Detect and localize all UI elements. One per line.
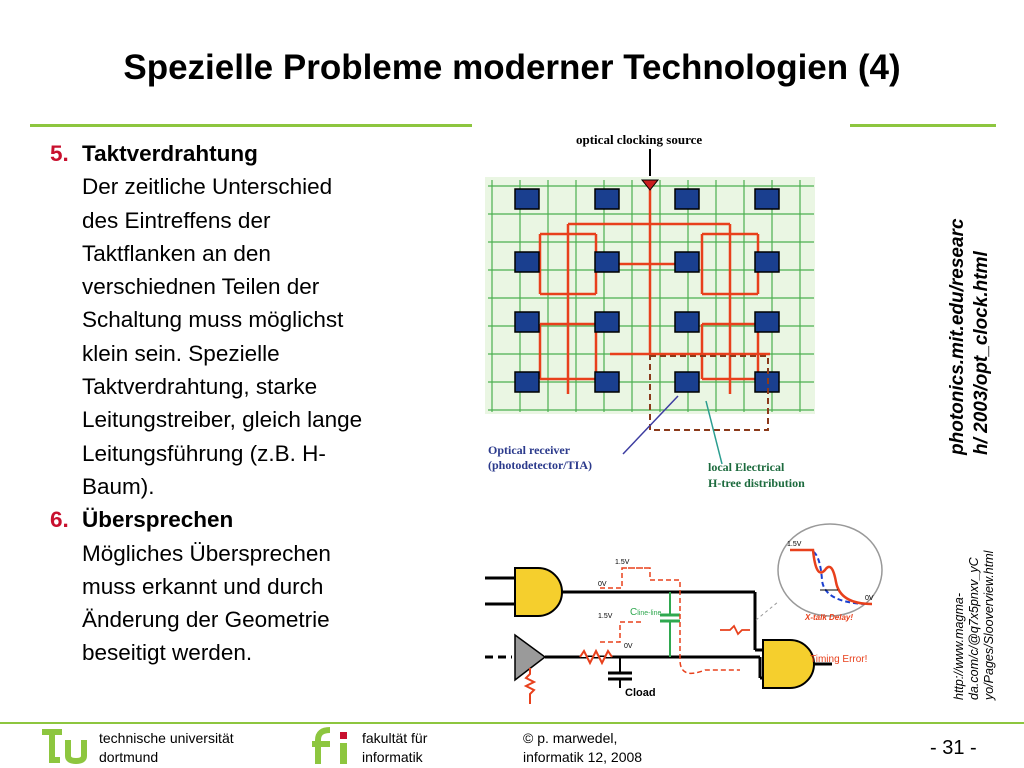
receiver-chip bbox=[755, 312, 779, 332]
receiver-chip bbox=[675, 189, 699, 209]
receiver-chip bbox=[675, 372, 699, 392]
nand-gate-top bbox=[515, 568, 562, 616]
nand-gate-bottom bbox=[763, 640, 814, 688]
footer-author: © p. marwedel, informatik 12, 2008 bbox=[523, 730, 643, 765]
reference-mit[interactable] bbox=[946, 218, 994, 455]
body-line: Schaltung muss möglichst bbox=[82, 307, 344, 333]
glitch-waveform bbox=[720, 626, 750, 634]
victim-waveform bbox=[600, 622, 642, 642]
label-receiver-2: (photodetector/TIA) bbox=[488, 458, 592, 472]
receiver-chip bbox=[595, 189, 619, 209]
list-item bbox=[50, 503, 450, 669]
optical-clock-figure bbox=[480, 124, 840, 500]
receiver-chip bbox=[755, 189, 779, 209]
label-clock-source: optical clocking source bbox=[576, 132, 703, 147]
body-line: Der zeitliche Unterschied bbox=[82, 174, 333, 200]
wire-resistor bbox=[580, 651, 612, 663]
label-timing-error: Timing Error! bbox=[810, 654, 868, 665]
crosstalk-figure bbox=[480, 520, 892, 710]
item-number: 5. bbox=[50, 141, 69, 166]
label-receiver-1: Optical receiver bbox=[488, 443, 571, 457]
receiver-chip bbox=[595, 252, 619, 272]
item-body bbox=[50, 537, 450, 670]
receiver-chip bbox=[515, 189, 539, 209]
topic-list bbox=[50, 137, 450, 670]
label-v0-a: 0V bbox=[598, 581, 607, 588]
reference-line: yo/Pages/Slooverview.html bbox=[982, 550, 996, 700]
list-item bbox=[50, 137, 450, 503]
item-number: 6. bbox=[50, 507, 69, 533]
label-v15-a: 1.5V bbox=[615, 559, 630, 566]
body-line: Leitungsführung (z.B. H- bbox=[82, 440, 326, 466]
item-heading: Taktverdrahtung bbox=[82, 141, 258, 166]
reference-line: photonics.mit.edu/researc bbox=[947, 218, 968, 455]
receiver-chip bbox=[515, 372, 539, 392]
body-line: klein sein. Spezielle bbox=[82, 340, 280, 366]
driver-resistor bbox=[526, 668, 534, 704]
receiver-chip bbox=[675, 252, 699, 272]
footer-rule bbox=[0, 722, 1024, 724]
reference-magma[interactable] bbox=[952, 551, 997, 700]
label-cload: Cload bbox=[625, 687, 656, 699]
label-xtalk: X-talk Delay! bbox=[805, 613, 854, 622]
body-line: Taktflanken an den bbox=[82, 240, 271, 266]
title-rule-right bbox=[850, 124, 996, 127]
tu-logo-icon bbox=[40, 728, 92, 766]
label-zoom-15: 1.5V bbox=[787, 541, 802, 548]
reference-line: da.com/c/@q7x5pnxv_yC bbox=[967, 557, 981, 700]
receiver-chip bbox=[515, 252, 539, 272]
title-rule-left bbox=[30, 124, 472, 127]
body-line: muss erkannt und durch bbox=[82, 573, 324, 599]
footer-university: technische universität dortmund bbox=[99, 730, 234, 765]
receiver-chip bbox=[755, 252, 779, 272]
receiver-chip bbox=[675, 312, 699, 332]
zoom-pointer bbox=[756, 602, 778, 620]
label-zoom-0: 0V bbox=[865, 595, 874, 602]
body-line: Änderung der Geometrie bbox=[82, 607, 330, 633]
fi-logo-icon bbox=[310, 726, 354, 766]
receiver-chip bbox=[595, 372, 619, 392]
body-line: verschiednen Teilen der bbox=[82, 274, 320, 300]
body-line: Mögliches Übersprechen bbox=[82, 540, 331, 566]
item-heading: Übersprechen bbox=[82, 507, 234, 533]
label-htree-2: H-tree distribution bbox=[708, 476, 805, 490]
receiver-chip bbox=[595, 312, 619, 332]
label-v0-b: 0V bbox=[624, 643, 633, 650]
body-line: Leitungstreiber, gleich lange bbox=[82, 407, 363, 433]
slide-title: Spezielle Probleme moderner Technologien (4) bbox=[123, 48, 901, 87]
label-v15-b: 1.5V bbox=[598, 613, 613, 620]
label-cline: Cline-line bbox=[630, 607, 662, 618]
body-line: Baum). bbox=[82, 473, 155, 499]
body-line: beseitigt werden. bbox=[82, 640, 253, 666]
reference-line: h/ 2003/opt_clock.html bbox=[971, 251, 992, 455]
zoom-circle bbox=[778, 524, 882, 616]
page-number: - 31 - bbox=[930, 737, 977, 759]
body-line: des Eintreffens der bbox=[82, 207, 271, 233]
footer-faculty: fakultät für informatik bbox=[362, 730, 428, 765]
receiver-chip bbox=[515, 312, 539, 332]
body-line: Taktverdrahtung, starke bbox=[82, 374, 318, 400]
label-htree-1: local Electrical bbox=[708, 460, 785, 474]
reference-line: http://www.magma- bbox=[952, 593, 966, 700]
item-body bbox=[50, 170, 450, 503]
